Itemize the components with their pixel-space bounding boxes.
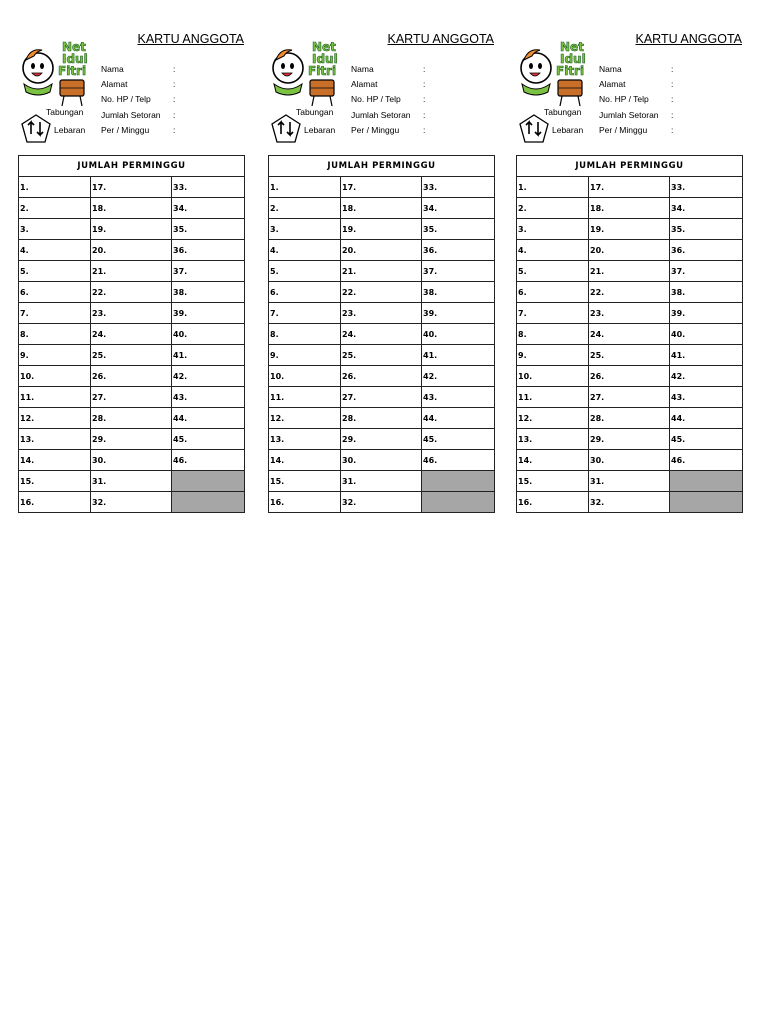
week-cell[interactable]: 46.: [172, 450, 245, 471]
week-cell[interactable]: [422, 492, 495, 513]
field-phone: [268, 94, 496, 107]
table-row: [517, 366, 743, 387]
week-cell[interactable]: 36.: [422, 240, 495, 261]
week-cell[interactable]: 38.: [172, 282, 245, 303]
table-row: [517, 324, 743, 345]
week-cell[interactable]: 26.: [91, 366, 172, 387]
field-setoran: [268, 107, 496, 123]
week-cell[interactable]: 6.: [269, 282, 341, 303]
table-row: [19, 282, 245, 303]
table-row: [269, 471, 495, 492]
field-label: No. HP / Telp: [351, 94, 401, 104]
week-cell[interactable]: [172, 492, 245, 513]
table-row: [517, 345, 743, 366]
field-setoran: [18, 107, 246, 123]
field-label: Per / Minggu: [351, 125, 400, 135]
week-cell[interactable]: 23.: [91, 303, 172, 324]
table-row: [269, 177, 495, 198]
side-label-tabungan: Tabungan: [296, 107, 334, 117]
week-cell[interactable]: 31.: [91, 471, 172, 492]
week-cell[interactable]: 20.: [341, 240, 422, 261]
week-cell[interactable]: 15.: [517, 471, 589, 492]
week-cell[interactable]: 35.: [422, 219, 495, 240]
week-cell[interactable]: 7.: [269, 303, 341, 324]
field-nama: [516, 64, 744, 77]
week-cell[interactable]: 19.: [341, 219, 422, 240]
field-alamat: [516, 79, 744, 92]
week-cell[interactable]: 14.: [269, 450, 341, 471]
week-cell[interactable]: 4.: [517, 240, 589, 261]
week-cell[interactable]: 30.: [589, 450, 670, 471]
week-cell[interactable]: 46.: [422, 450, 495, 471]
week-cell[interactable]: 43.: [172, 387, 245, 408]
weekly-payment-table: [516, 155, 743, 513]
logo-word-2: Idul: [62, 52, 88, 66]
week-cell[interactable]: 17.: [341, 177, 422, 198]
week-cell[interactable]: 30.: [341, 450, 422, 471]
week-cell[interactable]: 19.: [589, 219, 670, 240]
week-cell[interactable]: 41.: [670, 345, 743, 366]
week-cell[interactable]: 28.: [589, 408, 670, 429]
up-down-arrow-icon: [20, 114, 52, 144]
week-cell[interactable]: 26.: [589, 366, 670, 387]
week-cell[interactable]: 2.: [517, 198, 589, 219]
table-header: JUMLAH PERMINGGU: [517, 156, 743, 177]
table-row: [269, 366, 495, 387]
week-cell[interactable]: 45.: [670, 429, 743, 450]
week-cell[interactable]: 23.: [589, 303, 670, 324]
table-row: [269, 408, 495, 429]
table-row: [19, 450, 245, 471]
week-cell[interactable]: 5.: [269, 261, 341, 282]
week-cell[interactable]: 44.: [422, 408, 495, 429]
week-cell[interactable]: 15.: [269, 471, 341, 492]
table-row: [517, 240, 743, 261]
week-cell[interactable]: 35.: [670, 219, 743, 240]
table-row: [19, 198, 245, 219]
week-cell[interactable]: 24.: [341, 324, 422, 345]
field-colon: :: [671, 125, 674, 135]
week-cell[interactable]: 22.: [91, 282, 172, 303]
week-cell[interactable]: 2.: [19, 198, 91, 219]
week-cell[interactable]: 28.: [341, 408, 422, 429]
logo-word-2: Idul: [560, 52, 586, 66]
side-label-tabungan: Tabungan: [46, 107, 84, 117]
table-row: [517, 177, 743, 198]
side-label-lebaran: Lebaran: [552, 125, 584, 135]
week-cell[interactable]: 11.: [517, 387, 589, 408]
week-cell[interactable]: 13.: [19, 429, 91, 450]
field-label: Per / Minggu: [101, 125, 150, 135]
week-cell[interactable]: 18.: [341, 198, 422, 219]
field-label: No. HP / Telp: [599, 94, 649, 104]
week-cell[interactable]: 45.: [422, 429, 495, 450]
field-label: Nama: [599, 64, 622, 74]
card-title: KARTU ANGGOTA: [137, 32, 244, 46]
week-cell[interactable]: 25.: [341, 345, 422, 366]
week-cell[interactable]: 44.: [172, 408, 245, 429]
member-card: [516, 28, 744, 518]
week-cell[interactable]: 41.: [422, 345, 495, 366]
week-cell[interactable]: 12.: [517, 408, 589, 429]
table-row: [517, 198, 743, 219]
week-cell[interactable]: 14.: [19, 450, 91, 471]
week-cell[interactable]: 16.: [517, 492, 589, 513]
week-cell[interactable]: 43.: [670, 387, 743, 408]
week-cell[interactable]: 5.: [517, 261, 589, 282]
week-cell[interactable]: 16.: [19, 492, 91, 513]
field-label: No. HP / Telp: [101, 94, 151, 104]
field-colon: :: [173, 110, 176, 120]
week-cell[interactable]: 8.: [517, 324, 589, 345]
weekly-payment-table: [18, 155, 245, 513]
week-cell[interactable]: [422, 471, 495, 492]
week-cell[interactable]: 10.: [19, 366, 91, 387]
week-cell[interactable]: 18.: [589, 198, 670, 219]
up-down-arrow-icon: [518, 114, 550, 144]
field-label: Nama: [101, 64, 124, 74]
table-row: [269, 240, 495, 261]
logo-word-3: Fitri: [58, 64, 87, 78]
week-cell[interactable]: 3.: [269, 219, 341, 240]
table-row: [269, 450, 495, 471]
field-per-minggu: [516, 125, 744, 138]
field-phone: [516, 94, 744, 107]
week-cell[interactable]: 13.: [517, 429, 589, 450]
logo-word-1: Net: [62, 40, 86, 54]
week-cell[interactable]: 29.: [589, 429, 670, 450]
week-cell[interactable]: 7.: [19, 303, 91, 324]
table-row: [19, 219, 245, 240]
field-label: Alamat: [101, 79, 128, 89]
table-row: [19, 177, 245, 198]
field-colon: :: [173, 94, 176, 104]
table-row: [269, 198, 495, 219]
table-row: [269, 324, 495, 345]
week-cell[interactable]: 20.: [91, 240, 172, 261]
table-header: JUMLAH PERMINGGU: [269, 156, 495, 177]
table-row: [19, 240, 245, 261]
week-cell[interactable]: 5.: [19, 261, 91, 282]
week-cell[interactable]: 42.: [172, 366, 245, 387]
week-cell[interactable]: 27.: [341, 387, 422, 408]
week-cell[interactable]: 10.: [269, 366, 341, 387]
week-cell[interactable]: [172, 471, 245, 492]
table-row: [269, 387, 495, 408]
week-cell[interactable]: 3.: [517, 219, 589, 240]
week-cell[interactable]: 42.: [422, 366, 495, 387]
week-cell[interactable]: 27.: [589, 387, 670, 408]
table-row: [517, 492, 743, 513]
week-cell[interactable]: 22.: [341, 282, 422, 303]
field-colon: :: [173, 79, 176, 89]
week-cell[interactable]: 44.: [670, 408, 743, 429]
week-cell[interactable]: 39.: [422, 303, 495, 324]
week-cell[interactable]: 7.: [517, 303, 589, 324]
table-row: [269, 492, 495, 513]
week-cell[interactable]: 20.: [589, 240, 670, 261]
week-cell[interactable]: 6.: [19, 282, 91, 303]
table-row: [19, 471, 245, 492]
table-row: [19, 303, 245, 324]
week-cell[interactable]: 4.: [19, 240, 91, 261]
week-cell[interactable]: 45.: [172, 429, 245, 450]
field-phone: [18, 94, 246, 107]
field-setoran: [516, 107, 744, 123]
table-row: [19, 429, 245, 450]
week-cell[interactable]: 17.: [589, 177, 670, 198]
table-row: [517, 303, 743, 324]
table-row: [517, 429, 743, 450]
field-colon: :: [671, 94, 674, 104]
table-row: [269, 219, 495, 240]
field-label: Jumlah Setoran: [599, 110, 659, 120]
table-row: [269, 282, 495, 303]
week-cell[interactable]: 43.: [422, 387, 495, 408]
week-cell[interactable]: 4.: [269, 240, 341, 261]
field-colon: :: [423, 94, 426, 104]
field-label: Per / Minggu: [599, 125, 648, 135]
week-cell[interactable]: 25.: [91, 345, 172, 366]
week-cell[interactable]: 33.: [670, 177, 743, 198]
week-cell[interactable]: 32.: [589, 492, 670, 513]
week-cell[interactable]: 42.: [670, 366, 743, 387]
week-cell[interactable]: 16.: [269, 492, 341, 513]
week-cell[interactable]: 6.: [517, 282, 589, 303]
logo-word-3: Fitri: [556, 64, 585, 78]
table-row: [517, 219, 743, 240]
week-cell[interactable]: 36.: [172, 240, 245, 261]
week-cell[interactable]: 38.: [422, 282, 495, 303]
table-row: [269, 345, 495, 366]
week-cell[interactable]: 18.: [91, 198, 172, 219]
table-row: [19, 261, 245, 282]
week-cell[interactable]: 1.: [269, 177, 341, 198]
week-cell[interactable]: 37.: [172, 261, 245, 282]
week-cell[interactable]: 40.: [422, 324, 495, 345]
week-cell[interactable]: 21.: [91, 261, 172, 282]
week-cell[interactable]: 17.: [91, 177, 172, 198]
side-label-lebaran: Lebaran: [54, 125, 86, 135]
table-row: [517, 261, 743, 282]
week-cell[interactable]: 35.: [172, 219, 245, 240]
week-cell[interactable]: 32.: [341, 492, 422, 513]
field-label: Jumlah Setoran: [351, 110, 411, 120]
week-cell[interactable]: 28.: [91, 408, 172, 429]
week-cell[interactable]: 29.: [91, 429, 172, 450]
week-cell[interactable]: 25.: [589, 345, 670, 366]
field-colon: :: [423, 110, 426, 120]
field-colon: :: [671, 79, 674, 89]
week-cell[interactable]: 13.: [269, 429, 341, 450]
table-row: [19, 366, 245, 387]
week-cell[interactable]: 34.: [670, 198, 743, 219]
field-label: Nama: [351, 64, 374, 74]
week-cell[interactable]: 12.: [269, 408, 341, 429]
field-nama: [18, 64, 246, 77]
logo-word-1: Net: [560, 40, 584, 54]
table-row: [517, 450, 743, 471]
week-cell[interactable]: 32.: [91, 492, 172, 513]
week-cell[interactable]: 27.: [91, 387, 172, 408]
field-colon: :: [671, 64, 674, 74]
week-cell[interactable]: 34.: [422, 198, 495, 219]
week-cell[interactable]: 19.: [91, 219, 172, 240]
week-cell[interactable]: 1.: [19, 177, 91, 198]
table-header: JUMLAH PERMINGGU: [19, 156, 245, 177]
field-colon: :: [423, 79, 426, 89]
week-cell[interactable]: 22.: [589, 282, 670, 303]
table-row: [517, 282, 743, 303]
table-row: [19, 492, 245, 513]
week-cell[interactable]: 39.: [172, 303, 245, 324]
week-cell[interactable]: 21.: [589, 261, 670, 282]
week-cell[interactable]: 40.: [172, 324, 245, 345]
logo-word-1: Net: [312, 40, 336, 54]
week-cell[interactable]: 15.: [19, 471, 91, 492]
field-label: Alamat: [599, 79, 626, 89]
week-cell[interactable]: 21.: [341, 261, 422, 282]
week-cell[interactable]: 40.: [670, 324, 743, 345]
week-cell[interactable]: 8.: [269, 324, 341, 345]
week-cell[interactable]: 12.: [19, 408, 91, 429]
week-cell[interactable]: 9.: [517, 345, 589, 366]
table-row: [19, 408, 245, 429]
table-row: [19, 324, 245, 345]
week-cell[interactable]: 24.: [91, 324, 172, 345]
up-down-arrow-icon: [270, 114, 302, 144]
week-cell[interactable]: 37.: [670, 261, 743, 282]
table-row: [517, 471, 743, 492]
member-card: [268, 28, 496, 518]
week-cell[interactable]: 31.: [589, 471, 670, 492]
field-alamat: [18, 79, 246, 92]
week-cell[interactable]: 2.: [269, 198, 341, 219]
week-cell[interactable]: 39.: [670, 303, 743, 324]
field-colon: :: [423, 64, 426, 74]
table-row: [269, 261, 495, 282]
table-row: [517, 408, 743, 429]
table-row: [269, 429, 495, 450]
field-colon: :: [423, 125, 426, 135]
field-colon: :: [173, 64, 176, 74]
week-cell[interactable]: 37.: [422, 261, 495, 282]
week-cell[interactable]: 1.: [517, 177, 589, 198]
logo-word-2: Idul: [312, 52, 338, 66]
member-card: [18, 28, 246, 518]
weekly-payment-table: [268, 155, 495, 513]
week-cell[interactable]: 33.: [422, 177, 495, 198]
table-row: [19, 387, 245, 408]
field-nama: [268, 64, 496, 77]
week-cell[interactable]: 46.: [670, 450, 743, 471]
table-row: [517, 387, 743, 408]
week-cell[interactable]: 8.: [19, 324, 91, 345]
week-cell[interactable]: 34.: [172, 198, 245, 219]
table-row: [269, 303, 495, 324]
side-label-lebaran: Lebaran: [304, 125, 336, 135]
week-cell[interactable]: 29.: [341, 429, 422, 450]
week-cell[interactable]: 11.: [19, 387, 91, 408]
week-cell[interactable]: 38.: [670, 282, 743, 303]
field-label: Alamat: [351, 79, 378, 89]
card-title: KARTU ANGGOTA: [635, 32, 742, 46]
card-title: KARTU ANGGOTA: [387, 32, 494, 46]
logo-word-3: Fitri: [308, 64, 337, 78]
week-cell[interactable]: 9.: [19, 345, 91, 366]
week-cell[interactable]: 31.: [341, 471, 422, 492]
field-per-minggu: [18, 125, 246, 138]
week-cell[interactable]: [670, 471, 743, 492]
week-cell[interactable]: 3.: [19, 219, 91, 240]
week-cell[interactable]: 14.: [517, 450, 589, 471]
week-cell[interactable]: 23.: [341, 303, 422, 324]
week-cell[interactable]: 30.: [91, 450, 172, 471]
side-label-tabungan: Tabungan: [544, 107, 582, 117]
week-cell[interactable]: 11.: [269, 387, 341, 408]
week-cell[interactable]: [670, 492, 743, 513]
field-label: Jumlah Setoran: [101, 110, 161, 120]
field-alamat: [268, 79, 496, 92]
field-colon: :: [671, 110, 674, 120]
week-cell[interactable]: 26.: [341, 366, 422, 387]
week-cell[interactable]: 10.: [517, 366, 589, 387]
field-colon: :: [173, 125, 176, 135]
week-cell[interactable]: 33.: [172, 177, 245, 198]
week-cell[interactable]: 9.: [269, 345, 341, 366]
field-per-minggu: [268, 125, 496, 138]
week-cell[interactable]: 36.: [670, 240, 743, 261]
week-cell[interactable]: 41.: [172, 345, 245, 366]
week-cell[interactable]: 24.: [589, 324, 670, 345]
table-row: [19, 345, 245, 366]
